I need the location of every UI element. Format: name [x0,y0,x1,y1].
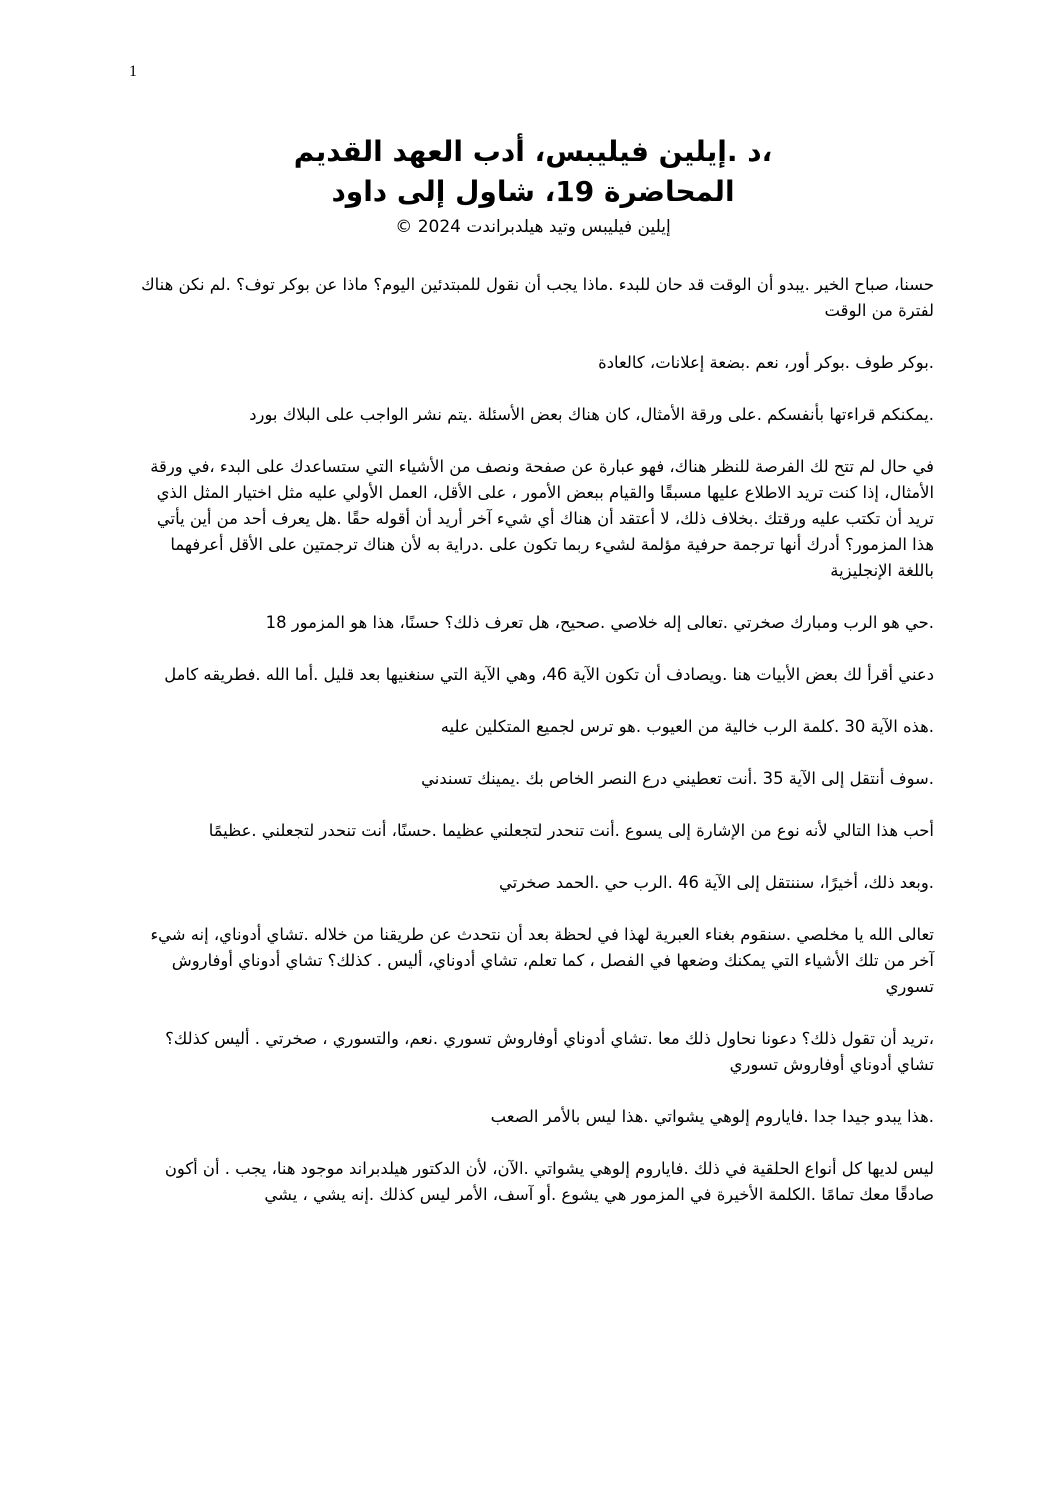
document-header [140,132,926,240]
copyright-notice: إيلين فيليبس وتيد هيلدبراندت 2024 © [395,217,671,237]
paragraph-10: .وبعد ذلك، أخيرًا، سننتقل إلى الآية 46 .الرب حي .الحمد صخرتي [498,873,934,892]
paragraph-5: .حي هو الرب ومبارك صخرتي .تعالى إله خلاصي .صحيح، هل تعرف ذلك؟ حسنًا، هذا هو المزمور 18 [265,613,934,632]
paragraph-7: .هذه الآية 30 .كلمة الرب خالية من العيوب .هو ترس لجميع المتكلين عليه [440,717,934,736]
paragraph-13: .هذا يبدو جيدا جدا .فاياروم إلوهي يشواتي .هذا ليس بالأمر الصعب [490,1107,934,1126]
document-body [136,272,934,1234]
document-title-line-2: المحاضرة 19، شاول إلى داود [331,175,735,208]
paragraph-1: حسنا، صباح الخير .يبدو أن الوقت قد حان للبدء .ماذا يجب أن نقول للمبتدئين اليوم؟ ماذا عن بوكر توف؟ .لم نكن هناك لفترة من الوقت [141,275,934,320]
paragraph-14: ليس لديها كل أنواع الحلقية في ذلك .فاياروم إلوهي يشواتي .الآن، لأن الدكتور هيلدبراند موجود هنا، يجب . أن أكون صادقًا معك تمامًا .الكلمة الأخيرة في المزمور هي يشوع .أو آسف، الأمر ليس كذلك .إنه يشي ، يشي [164,1159,934,1204]
paragraph-2: .بوكر طوف .بوكر أور، نعم .بضعة إعلانات، كالعادة [598,353,934,372]
paragraph-3: .يمكنكم قراءتها بأنفسكم .على ورقة الأمثال، كان هناك بعض الأسئلة .يتم نشر الواجب على البلاك بورد [249,405,934,424]
paragraph-6: دعني أقرأ لك بعض الأبيات هنا .ويصادف أن تكون الآية 46، وهي الآية التي سنغنيها بعد قليل .أما الله .فطريقه كامل [164,665,934,684]
paragraph-8: .سوف أنتقل إلى الآية 35 .أنت تعطيني درع النصر الخاص بك .يمينك تسندني [421,769,934,788]
paragraph-9: أحب هذا التالي لأنه نوع من الإشارة إلى يسوع .أنت تنحدر لتجعلني عظيما .حسنًا، أنت تنحدر لتجعلني .عظيمًا [208,821,934,840]
page-number: 1 [129,63,137,80]
document-title-line-1: ،د .إيلين فيليبس، أدب العهد القديم [293,135,773,168]
paragraph-12: ،تريد أن تقول ذلك؟ دعونا نحاول ذلك معا .تشاي أدوناي أوفاروش تسوري .نعم، والتسوري ، صخرتي . أليس كذلك؟ تشاي أدوناي أوفاروش تسوري [165,1029,934,1074]
paragraph-4: في حال لم تتح لك الفرصة للنظر هناك، فهو عبارة عن صفحة ونصف من الأشياء التي ستساعدك على البدء ،في ورقة الأمثال، إذا كنت تريد الاطلاع عليها مسبقًا والقيام ببعض الأمور ، على الأقل، العمل الأولي عليه مثل اختيار المثل الذي تريد أن تكتب عليه ورقتك .بخلاف ذلك، لا أعتقد أن هناك أي شيء آخر أريد أن أقوله حقًا .هل يعرف أحد من أين يأتي هذا المزمور؟ أدرك أنها ترجمة حرفية مؤلمة لشيء ربما تكون على .دراية به لأن هناك ترجمتين على الأقل أعرفهما باللغة الإنجليزية [150,457,934,580]
paragraph-11: تعالى الله يا مخلصي .سنقوم بغناء العبرية لهذا في لحظة بعد أن نتحدث عن طريقنا من خلاله .تشاي أدوناي، إنه شيء آخر من تلك الأشياء التي يمكنك وضعها في الفصل ، كما تعلم، تشاي أدوناي، أليس . كذلك؟ تشاي أدوناي أوفاروش تسوري [150,925,934,996]
